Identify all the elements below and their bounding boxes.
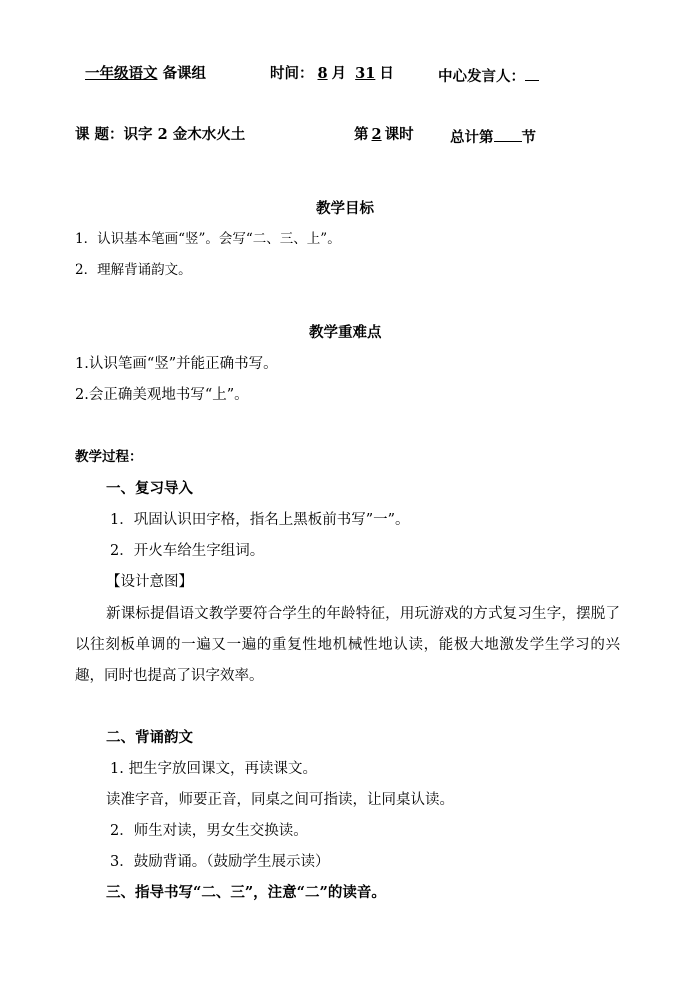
topic-title: 识字 2 金木水火土	[123, 126, 246, 143]
design-intent-label: 【设计意图】	[106, 574, 193, 590]
process-heading: 教学过程：	[75, 449, 143, 465]
total-prefix: 总计第	[450, 129, 494, 146]
speaker-field	[438, 67, 539, 85]
section2-item: 3．鼓励背诵。（鼓励学生展示读）	[110, 854, 330, 870]
day-value: 31	[355, 65, 376, 82]
date-field	[270, 67, 394, 82]
lesson-field	[354, 128, 414, 143]
goal-item: 2．理解背诵韵文。	[75, 262, 192, 278]
header-line	[85, 67, 206, 82]
prep-group: 备课组	[162, 65, 207, 82]
lesson-suffix: 课时	[384, 126, 414, 143]
section1-title: 一、复习导入	[106, 480, 193, 497]
total-blank	[494, 128, 522, 142]
section1-item: 1．巩固认识田字格，指名上黑板前书写”一”。	[110, 512, 410, 528]
time-label: 时间：	[270, 65, 314, 82]
section2-item: 1. 把生字放回课文，再读课文。	[110, 761, 317, 777]
section2-item: 2．师生对读，男女生交换读。	[110, 823, 308, 839]
day-unit: 日	[379, 65, 394, 82]
grade-subject: 一年级语文	[85, 65, 158, 82]
month-value: 8	[317, 65, 328, 82]
speaker-blank	[525, 67, 539, 81]
speaker-label: 中心发言人：	[438, 68, 525, 85]
lesson-prefix: 第	[354, 126, 369, 143]
design-intent-text: 新课标提倡语文教学要符合学生的年龄特征，用玩游戏的方式复习生字，摆脱了以往刻板单调的一遍又一遍的重复性地机械性地认读，能极大地激发学生学习的兴趣，同时也提高了识字效率。	[75, 606, 620, 684]
section2-item: 读准字音，师要正音，同桌之间可指读，让同桌认读。	[106, 792, 454, 808]
topic-label: 课 题：	[75, 126, 124, 143]
key-point-item: 2.会正确美观地书写“上”。	[75, 387, 249, 403]
section3-title: 三、指导书写“二、三”，注意“二”的读音。	[106, 884, 386, 901]
goals-heading: 教学目标	[316, 200, 374, 217]
total-field	[450, 128, 536, 146]
section2-title: 二、背诵韵文	[106, 729, 193, 746]
total-suffix: 节	[521, 129, 536, 146]
section1-item: 2．开火车给生字组词。	[110, 543, 265, 559]
goal-item: 1．认识基本笔画“竖”。会写“二、三、上”。	[75, 231, 341, 247]
month-unit: 月	[331, 65, 347, 82]
topic-line	[75, 128, 245, 143]
lesson-number: 2	[371, 126, 382, 143]
key-points-heading: 教学重难点	[309, 324, 382, 341]
key-point-item: 1.认识笔画“竖”并能正确书写。	[75, 356, 278, 372]
